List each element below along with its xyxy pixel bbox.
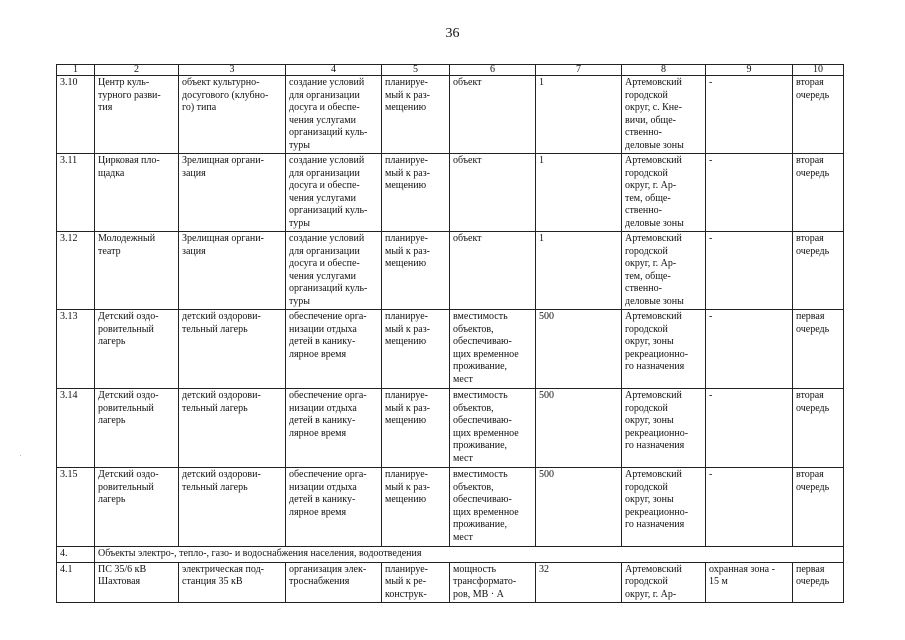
table-cell-col-3: Зрелищная органи- зация	[179, 232, 286, 310]
header-cell-4: 4	[286, 65, 382, 76]
table-cell-col-7: 1	[536, 154, 622, 232]
table-cell-col-10: вторая очередь	[793, 389, 844, 468]
table-cell-col-4: создание условий для организации досуга и обеспе- чения услугами организаций куль- туры	[286, 232, 382, 310]
header-cell-10: 10	[793, 65, 844, 76]
table-cell-col-3: электрическая под- станция 35 кВ	[179, 562, 286, 603]
page-number: 36	[445, 26, 460, 41]
objects-table	[56, 64, 844, 603]
table-cell-col-5: планируе- мый к раз- мещению	[382, 232, 450, 310]
table-cell-col-9: -	[706, 154, 793, 232]
header-cell-2: 2	[95, 65, 179, 76]
table-cell-col-7: 1	[536, 232, 622, 310]
table-cell-col-7: 500	[536, 310, 622, 389]
table-row	[57, 389, 844, 468]
table-cell-col-1: 3.10	[57, 76, 95, 154]
table-cell-col-9: -	[706, 232, 793, 310]
table-row	[57, 562, 844, 603]
table-cell-col-8: Артемовский городской округ, г. Ар- тем, обще- ственно- деловые зоны	[622, 154, 706, 232]
table-cell-col-7: 500	[536, 468, 622, 547]
table-cell-col-7: 32	[536, 562, 622, 603]
table-cell-col-6: вместимость объектов, обеспечиваю- щих временное проживание, мест	[450, 468, 536, 547]
table-cell-col-5: планируе- мый к раз- мещению	[382, 389, 450, 468]
table-cell-col-2: Центр куль- турного разви- тия	[95, 76, 179, 154]
table-body	[57, 76, 844, 603]
table-cell-col-9: -	[706, 468, 793, 547]
table-cell-col-2: Цирковая пло- щадка	[95, 154, 179, 232]
table-cell-col-9: охранная зона - 15 м	[706, 562, 793, 603]
table-cell-col-8: Артемовский городской округ, г. Ар-	[622, 562, 706, 603]
table-cell-col-10: вторая очередь	[793, 468, 844, 547]
table-cell-col-4: создание условий для организации досуга и обеспе- чения услугами организаций куль- туры	[286, 76, 382, 154]
table-cell-col-10: вторая очередь	[793, 154, 844, 232]
table-cell-col-6: вместимость объектов, обеспечиваю- щих временное проживание, мест	[450, 310, 536, 389]
table-cell-col-5: планируе- мый к раз- мещению	[382, 76, 450, 154]
header-cell-8: 8	[622, 65, 706, 76]
table-cell-col-6: объект	[450, 232, 536, 310]
table-cell-col-6: объект	[450, 76, 536, 154]
header-cell-7: 7	[536, 65, 622, 76]
table-cell-col-3: объект культурно- досугового (клубно- го) типа	[179, 76, 286, 154]
header-cell-6: 6	[450, 65, 536, 76]
table-cell-col-4: обеспечение орга- низации отдыха детей в канику- лярное время	[286, 310, 382, 389]
table-cell-col-9: -	[706, 76, 793, 154]
table-cell-col-3: детский оздорови- тельный лагерь	[179, 389, 286, 468]
table-cell-col-2: Молодежный театр	[95, 232, 179, 310]
table-cell-col-4: организация элек- троснабжения	[286, 562, 382, 603]
header-cell-5: 5	[382, 65, 450, 76]
section-number: 4.	[57, 547, 95, 563]
table-cell-col-2: Детский оздо- ровительный лагерь	[95, 468, 179, 547]
table-cell-col-3: детский оздорови- тельный лагерь	[179, 468, 286, 547]
table-cell-col-10: вторая очередь	[793, 232, 844, 310]
table-cell-col-2: ПС 35/6 кВ Шахтовая	[95, 562, 179, 603]
header-row	[57, 65, 844, 76]
table-cell-col-9: -	[706, 310, 793, 389]
table-cell-col-8: Артемовский городской округ, зоны рекреационно- го назначения	[622, 310, 706, 389]
table-cell-col-1: 3.12	[57, 232, 95, 310]
table-cell-col-8: Артемовский городской округ, с. Кне- вичи, обще- ственно- деловые зоны	[622, 76, 706, 154]
table-cell-col-5: планируе- мый к раз- мещению	[382, 468, 450, 547]
table-cell-col-4: создание условий для организации досуга и обеспе- чения услугами организаций куль- туры	[286, 154, 382, 232]
table-cell-col-5: планируе- мый к ре- конструк-	[382, 562, 450, 603]
header-cell-1: 1	[57, 65, 95, 76]
table-cell-col-1: 4.1	[57, 562, 95, 603]
table-cell-col-7: 500	[536, 389, 622, 468]
table-cell-col-10: первая очередь	[793, 310, 844, 389]
table-cell-col-9: -	[706, 389, 793, 468]
table-cell-col-5: планируе- мый к раз- мещению	[382, 310, 450, 389]
table-row	[57, 232, 844, 310]
header-cell-9: 9	[706, 65, 793, 76]
table-cell-col-1: 3.15	[57, 468, 95, 547]
table-cell-col-10: первая очередь	[793, 562, 844, 603]
table-row	[57, 76, 844, 154]
table-cell-col-8: Артемовский городской округ, г. Ар- тем, обще- ственно- деловые зоны	[622, 232, 706, 310]
table-cell-col-1: 3.11	[57, 154, 95, 232]
table-cell-col-3: детский оздорови- тельный лагерь	[179, 310, 286, 389]
table-cell-col-7: 1	[536, 76, 622, 154]
table-cell-col-1: 3.13	[57, 310, 95, 389]
table-cell-col-5: планируе- мый к раз- мещению	[382, 154, 450, 232]
section-row	[57, 547, 844, 563]
table-cell-col-4: обеспечение орга- низации отдыха детей в канику- лярное время	[286, 468, 382, 547]
table-row	[57, 468, 844, 547]
table-header	[57, 65, 844, 76]
table-cell-col-1: 3.14	[57, 389, 95, 468]
section-title: Объекты электро-, тепло-, газо- и водоснабжения населения, водоотведения	[95, 547, 844, 563]
table-row	[57, 154, 844, 232]
table-cell-col-6: вместимость объектов, обеспечиваю- щих временное проживание, мест	[450, 389, 536, 468]
header-cell-3: 3	[179, 65, 286, 76]
table-cell-col-6: объект	[450, 154, 536, 232]
table-cell-col-8: Артемовский городской округ, зоны рекреационно- го назначения	[622, 468, 706, 547]
table-cell-col-6: мощность трансформато- ров, МВ · А	[450, 562, 536, 603]
table-cell-col-2: Детский оздо- ровительный лагерь	[95, 389, 179, 468]
table-cell-col-2: Детский оздо- ровительный лагерь	[95, 310, 179, 389]
table-cell-col-10: вторая очередь	[793, 76, 844, 154]
table-cell-col-8: Артемовский городской округ, зоны рекреационно- го назначения	[622, 389, 706, 468]
table-cell-col-4: обеспечение орга- низации отдыха детей в канику- лярное время	[286, 389, 382, 468]
table-cell-col-3: Зрелищная органи- зация	[179, 154, 286, 232]
table-row	[57, 310, 844, 389]
scan-speck	[20, 455, 21, 456]
